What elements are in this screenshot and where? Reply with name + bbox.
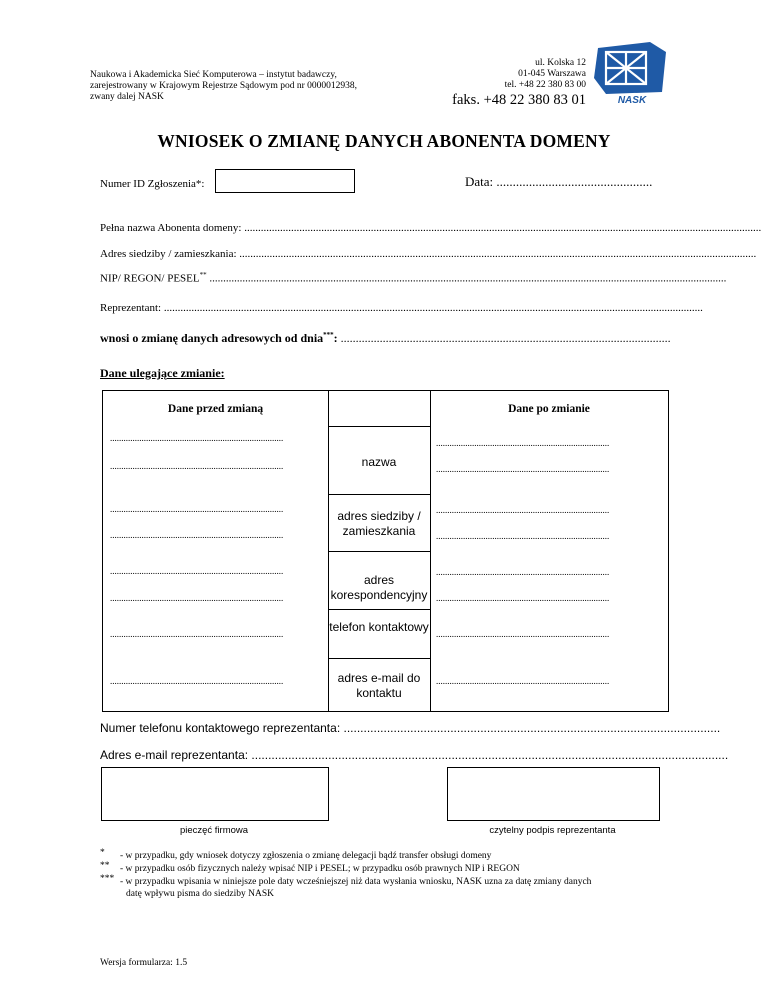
table-divider [328,609,430,610]
after-address-line-1[interactable]: ............................................................................. [436,505,610,515]
footnote-mark: ** [100,861,110,871]
organization-info [90,70,410,103]
rep-phone-label: Numer telefonu kontaktowego reprezentanta: [100,721,341,735]
form-title: WNIOSEK O ZMIANĘ DANYCH ABONENTA DOMENY [157,131,611,151]
nip-field[interactable] [100,271,727,285]
footnotes [100,850,680,900]
change-mark: *** [323,331,334,339]
logo-text: NASK [617,95,647,106]
table-divider [328,426,430,427]
change-dots: .............................................................................................................. [340,331,671,345]
footnote-text: - w przypadku osób fizycznych należy wpisać NIP i PESEL; w przypadku osób prawnych NIP i REGON [120,864,520,874]
org-line: zwany dalej NASK [90,92,164,102]
before-correspondence-line-2[interactable]: ............................................................................. [110,593,284,603]
full-name-label: Pełna nazwa Abonenta domeny: [100,222,242,234]
address-dots: ............................................................................................................................................................................................ [239,248,757,260]
row-label-email: adres e-mail do kontaktu [337,671,421,700]
rep-email-dots: ............................................................................................................................................... [251,748,729,762]
id-input[interactable] [215,169,355,193]
row-label-correspondence: adres korespondencyjny [330,573,428,602]
before-address-line-1[interactable]: ............................................................................. [110,504,284,514]
before-name-line-1[interactable]: ............................................................................. [110,433,284,443]
date-label: Data: [465,174,494,189]
table-divider [430,391,431,711]
nip-label: NIP/ REGON/ PESEL [100,272,200,285]
nip-mark: ** [199,271,207,279]
header-before: Dane przed zmianą [167,403,264,415]
after-correspondence-line-1[interactable]: ............................................................................. [436,567,610,577]
form-version: Wersja formularza: 1.5 [100,958,188,968]
table-divider [328,494,430,495]
rep-phone-dots: ................................................................................................................. [343,721,721,735]
before-address-line-2[interactable]: ............................................................................. [110,530,284,540]
footnote-text: - w przypadku, gdy wniosek dotyczy zgłoszenia o zmianę delegacji bądź transfer obsługi domeny [120,851,492,861]
change-date-field[interactable] [100,331,671,346]
date-field[interactable] [465,174,652,190]
signature-caption: czytelny podpis reprezentanta [489,825,616,836]
nask-logo [592,42,672,106]
address-field[interactable] [100,248,757,260]
org-line: zarejestrowany w Krajowym Rejestrze Sądowym pod nr 0000012938, [90,81,357,91]
address-label: Adres siedziby / zamieszkania: [100,248,237,260]
before-name-line-2[interactable]: ............................................................................. [110,461,284,471]
header-after: Dane po zmianie [508,403,590,415]
footnote-text: datę wpływu pisma do siedziby NASK [126,889,275,899]
rep-phone-field[interactable] [100,721,721,735]
before-phone-line[interactable]: ............................................................................. [110,629,284,639]
footnote [100,850,680,862]
company-stamp-box[interactable] [101,767,329,821]
full-name-dots: ............................................................................................................................................................................................ [244,222,762,234]
nip-dots: ............................................................................................................................................................................................ [209,272,727,285]
stamp-caption: pieczęć firmowa [179,825,249,836]
footnote-text: - w przypadku wpisania w niniejsze pole daty wcześniejszej niż data wysłania wniosku, NASK uzna za datę zmiany danych [120,877,592,887]
footnote [100,863,680,875]
after-phone-line[interactable]: ............................................................................. [436,629,610,639]
row-label-phone: telefon kontaktowy [329,620,429,634]
change-label: wnosi o zmianę danych adresowych od dnia [100,331,324,345]
address-line: tel. +48 22 380 83 00 [504,80,586,90]
id-label: Numer ID Zgłoszenia*: [100,178,205,190]
section-title: Dane ulegające zmianie: [100,366,225,380]
after-address-line-2[interactable]: ............................................................................. [436,531,610,541]
after-email-line[interactable]: ............................................................................. [436,676,610,686]
change-colon: : [333,331,338,345]
signature-box[interactable] [447,767,660,821]
after-name-line-1[interactable]: ............................................................................. [436,438,610,448]
date-dots: ................................................ [496,174,653,189]
before-email-line[interactable]: ............................................................................. [110,676,284,686]
fax-number: faks. +48 22 380 83 01 [452,92,586,108]
rep-email-label: Adres e-mail reprezentanta: [100,748,249,762]
full-name-field[interactable] [100,222,762,234]
changes-table [102,390,669,712]
footnote-mark: * [100,848,105,858]
representative-dots: .................................................................................................................................................................................................... [163,302,703,314]
address-line: ul. Kolska 12 [535,58,586,68]
footnote [100,888,680,900]
row-label-name: nazwa [361,455,397,469]
after-name-line-2[interactable]: ............................................................................. [436,464,610,474]
row-label-address: adres siedziby / zamieszkania [337,509,421,538]
after-correspondence-line-2[interactable]: ............................................................................. [436,593,610,603]
org-line: Naukowa i Akademicka Sieć Komputerowa – instytut badawczy, [90,70,337,80]
representative-label: Reprezentant: [100,302,162,314]
representative-field[interactable] [100,302,703,314]
address-line: 01-045 Warszawa [518,69,586,79]
footnote [100,876,680,888]
rep-email-field[interactable] [100,748,729,762]
table-divider [328,658,430,659]
footnote-mark: *** [100,874,115,884]
organization-address [440,58,586,108]
before-correspondence-line-1[interactable]: ............................................................................. [110,566,284,576]
table-divider [328,551,430,552]
